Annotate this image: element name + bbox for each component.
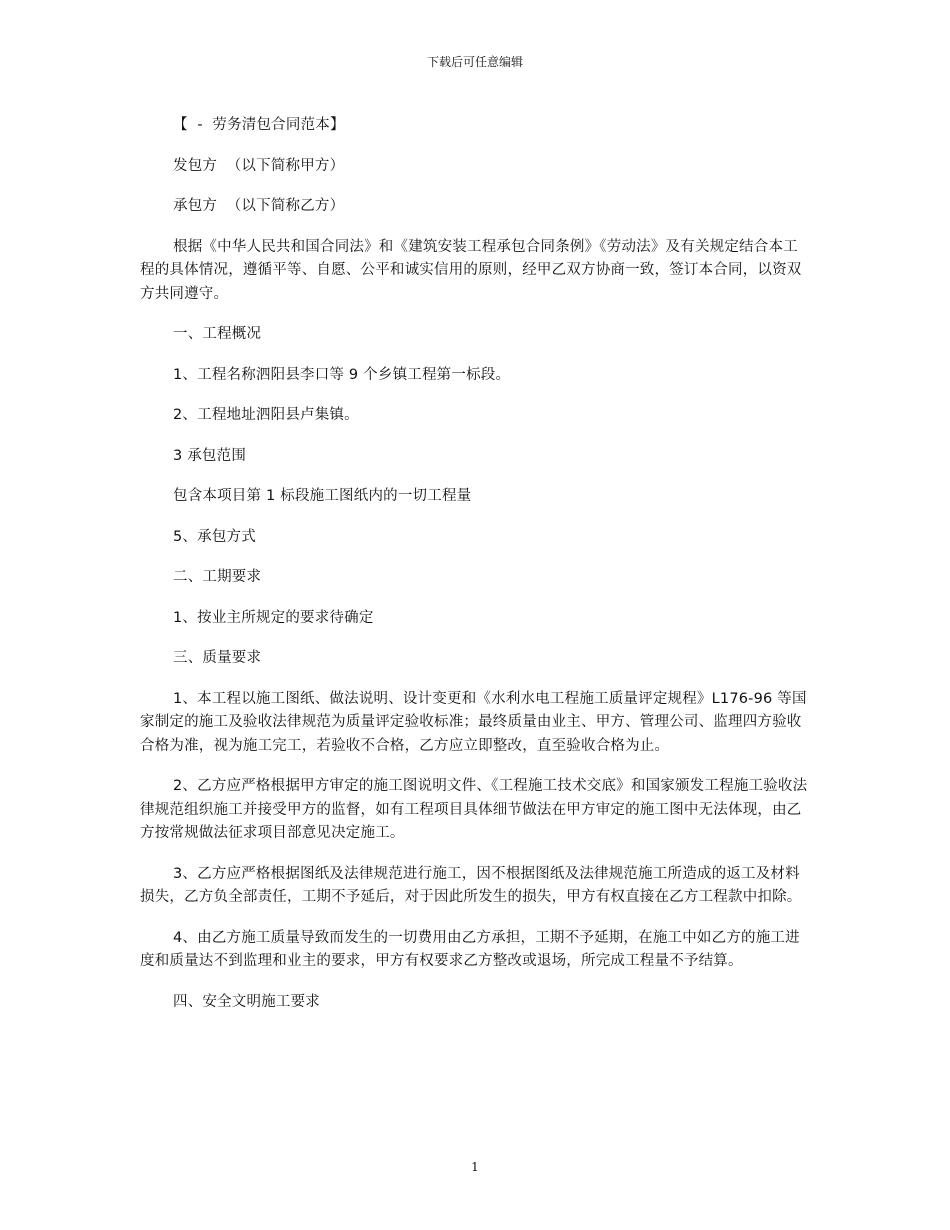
- page-number: 1: [471, 1160, 479, 1174]
- section-heading-project-overview: 一、工程概况: [173, 326, 262, 342]
- quality-clause-1: 1、本工程以施工图纸、做法说明、设计变更和《水利水电工程施工质量评定规程》L176-96 等国家制定的施工及验收法律规范为质量评定验收标准；最终质量由业主、甲方、管理公司、监理四方验收合格为准，视为施工完工，若验收不合格，乙方应立即整改，直至验收合格为止。: [140, 690, 807, 754]
- section-heading-quality: 三、质量要求: [173, 650, 262, 666]
- section-heading-safety: 四、安全文明施工要求: [173, 993, 320, 1010]
- schedule-item-1: 1、按业主所规定的要求待确定: [173, 609, 374, 626]
- contract-title: 【 - 劳务清包合同范本】: [173, 117, 345, 133]
- section-heading-schedule: 二、工期要求: [173, 569, 262, 585]
- document-body: [140, 114, 812, 1031]
- quality-clause-2: 2、乙方应严格根据甲方审定的施工图说明文件、《工程施工技术交底》和国家颁发工程施工验收法律规范组织施工并接受甲方的监督，如有工程项目具体细节做法在甲方审定的施工图中无法体现，由乙方按常规做法征求项目部意见决定施工。: [140, 778, 808, 841]
- contract-scope-item: 3 承包范围: [173, 447, 247, 464]
- quality-clause-4: 4、由乙方施工质量导致而发生的一切费用由乙方承担，工期不予延期，在施工中如乙方的施工进度和质量达不到监理和业主的要求，甲方有权要求乙方整改或退场，所完成工程量不予结算。: [140, 929, 800, 969]
- party-b-line: 承包方 （以下简称乙方）: [173, 198, 345, 214]
- party-a-line: 发包方 （以下简称甲方）: [173, 157, 345, 174]
- project-name-item: 1、工程名称泗阳县李口等 9 个乡镇工程第一标段。: [173, 366, 511, 383]
- preamble-paragraph: 根据《中华人民共和国合同法》和《建筑安装工程承包合同条例》《劳动法》及有关规定结合本工程的具体情况，遵循平等、自愿、公平和诚实信用的原则，经甲乙双方协商一致，签订本合同，以资双方共同遵守。: [140, 238, 802, 302]
- page-header-note: 下载后可任意编辑: [426, 55, 523, 69]
- project-address-item: 2、工程地址泗阳县卢集镇。: [173, 407, 359, 423]
- contract-scope-detail: 包含本项目第 1 标段施工图纸内的一切工程量: [173, 488, 472, 504]
- contract-method-item: 5、承包方式: [173, 528, 256, 545]
- quality-clause-3: 3、乙方应严格根据图纸及法律规范进行施工，因不根据图纸及法律规范施工所造成的返工及材料损失，乙方负全部责任，工期不予延后，对于因此所发生的损失，甲方有权直接在乙方工程款中扣除。: [140, 865, 802, 905]
